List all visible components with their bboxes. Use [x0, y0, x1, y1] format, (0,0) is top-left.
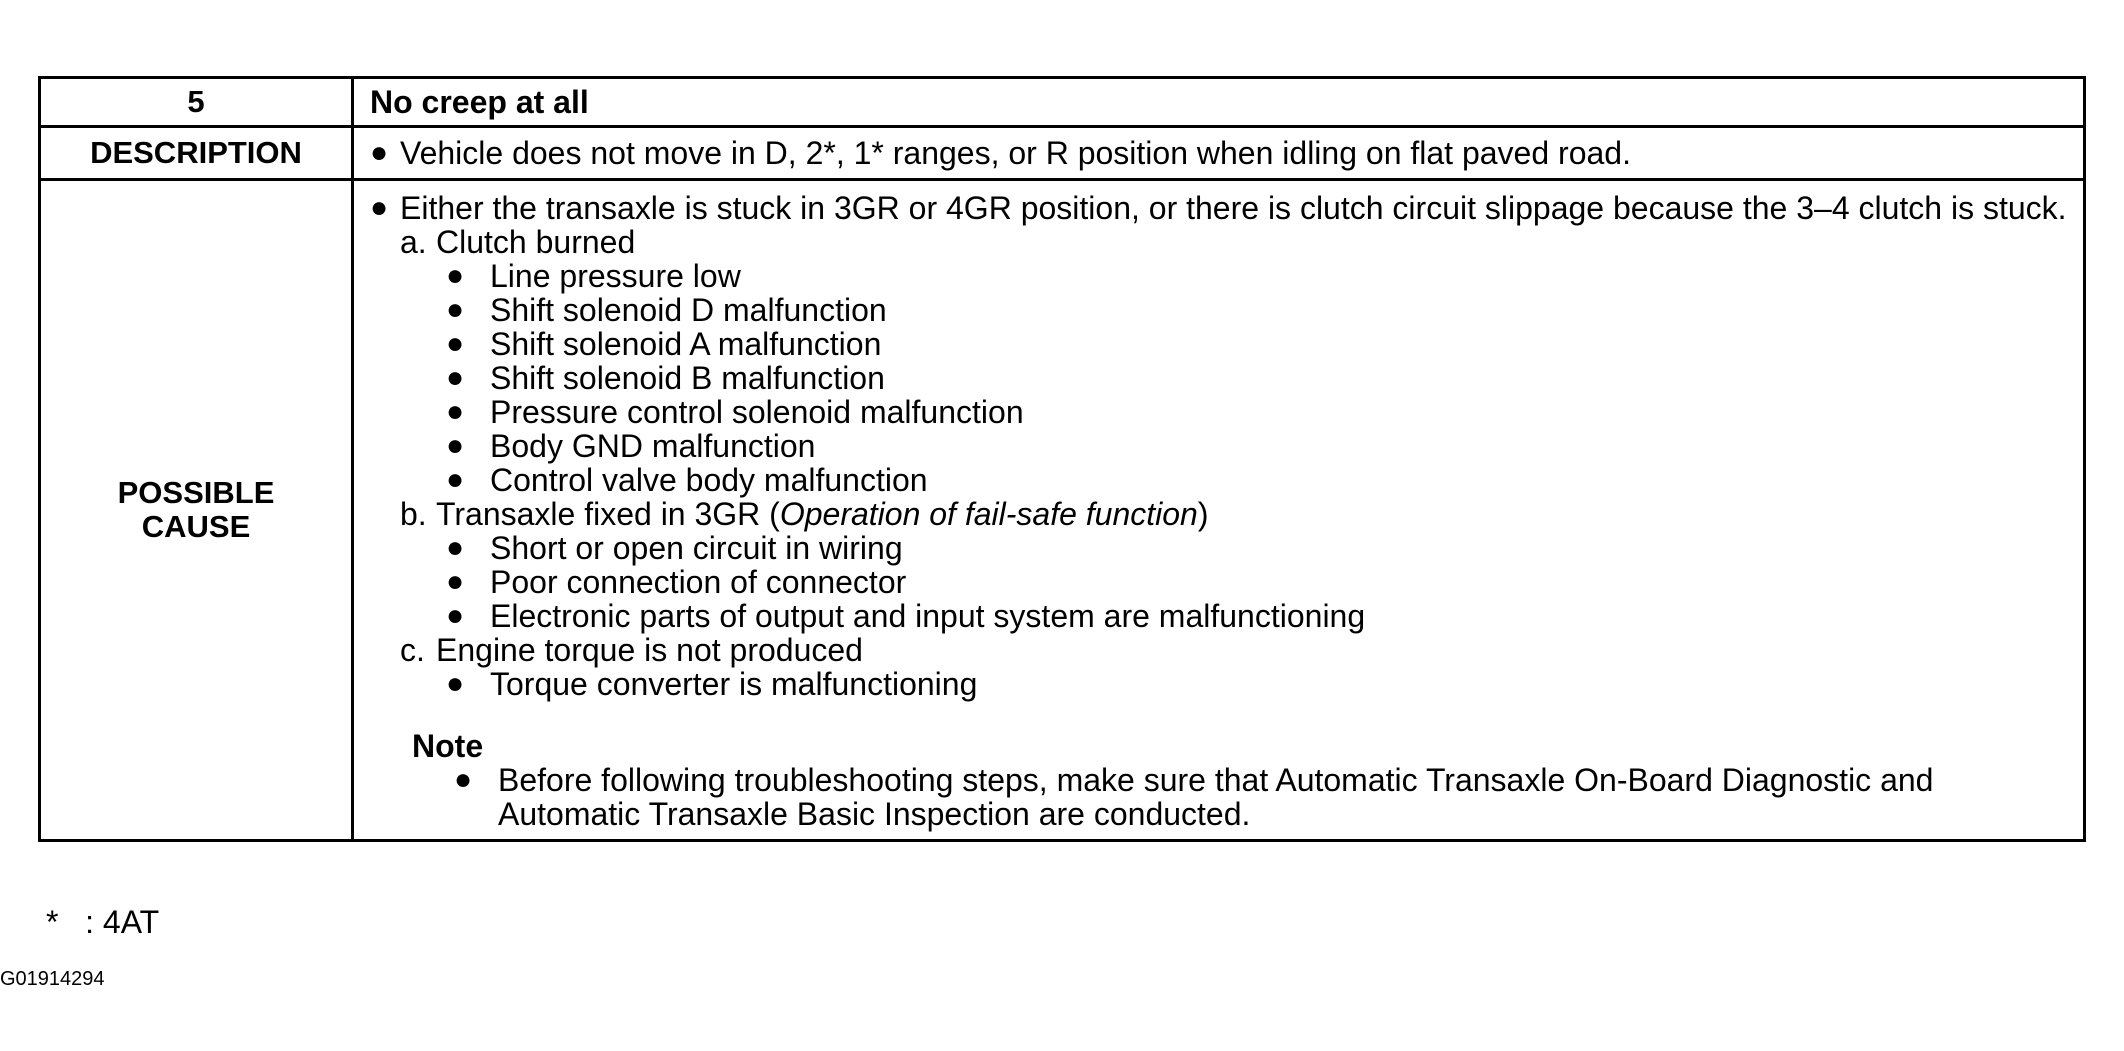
- cause-items: [446, 259, 2073, 497]
- list-item: ● Pressure control solenoid malfunction: [446, 394, 1024, 430]
- list-item: ● Torque converter is malfunctioning: [446, 666, 978, 702]
- possible-cause-cell: [353, 180, 2085, 841]
- list-item: ● Shift solenoid B malfunction: [446, 360, 885, 396]
- bullet-icon: ●: [446, 565, 465, 598]
- list-item: ● Poor connection of connector: [446, 564, 907, 600]
- list-item: ● Control valve body malfunction: [446, 462, 928, 498]
- bullet-icon: ●: [446, 531, 465, 564]
- cause-title: Clutch burned: [436, 224, 636, 260]
- step-title: No creep at all: [353, 78, 2085, 127]
- possible-cause-label-line2: CAUSE: [141, 509, 251, 544]
- note-title: Note: [412, 728, 484, 764]
- cause-intro-text: Either the transaxle is stuck in 3GR or 4GR position, or there is clutch circuit slippage because the 3–4 clutch is stuck.: [400, 190, 2067, 226]
- cause-letter: c.: [400, 632, 425, 668]
- bullet-icon: ●: [446, 599, 465, 632]
- list-item: ● Short or open circuit in wiring: [446, 530, 903, 566]
- note-text: Before following troubleshooting steps, make sure that Automatic Transaxle On-Board Diagnostic and Automatic Transaxle Basic Inspection are conducted.: [498, 762, 1934, 832]
- note-block: [412, 729, 2073, 831]
- bullet-icon: ●: [454, 763, 473, 796]
- step-number: 5: [40, 78, 353, 127]
- cause-title: Transaxle fixed in 3GR (Operation of fail-safe function): [436, 496, 1209, 532]
- bullet-icon: ●: [446, 463, 465, 496]
- cause-group-b: [400, 497, 2073, 633]
- description-text: Vehicle does not move in D, 2*, 1* ranges, or R position when idling on flat paved road.: [400, 135, 1631, 171]
- description-cell: [353, 127, 2085, 180]
- description-label: DESCRIPTION: [40, 127, 353, 180]
- cause-items: [446, 667, 2073, 701]
- description-item: [370, 136, 2073, 170]
- possible-cause-row: [40, 180, 2085, 841]
- troubleshooting-table: [38, 76, 2086, 842]
- troubleshooting-document: [38, 76, 2086, 842]
- possible-cause-label: [40, 180, 353, 841]
- footnote: * : 4AT: [46, 904, 160, 940]
- cause-group-heading: [400, 633, 2073, 667]
- list-item: ● Shift solenoid D malfunction: [446, 292, 887, 328]
- bullet-icon: ●: [446, 429, 465, 462]
- cause-group-heading: [400, 225, 2073, 259]
- bullet-icon: ●: [370, 136, 389, 169]
- list-item: ● Shift solenoid A malfunction: [446, 326, 882, 362]
- bullet-icon: ●: [446, 293, 465, 326]
- cause-group-heading: [400, 497, 2073, 531]
- cause-letter: a.: [400, 224, 427, 260]
- cause-group-a: [400, 225, 2073, 497]
- cause-title: Engine torque is not produced: [436, 632, 863, 668]
- description-row: [40, 127, 2085, 180]
- list-item: ● Line pressure low: [446, 258, 741, 294]
- cause-letter: b.: [400, 496, 427, 532]
- possible-cause-label-line1: POSSIBLE: [117, 475, 275, 510]
- figure-id: G01914294: [0, 968, 105, 990]
- list-item: ● Electronic parts of output and input system are malfunctioning: [446, 598, 1366, 634]
- bullet-icon: ●: [446, 327, 465, 360]
- table-header-row: [40, 78, 2085, 127]
- bullet-icon: ●: [446, 395, 465, 428]
- bullet-icon: ●: [370, 191, 389, 224]
- note-item: [454, 763, 2073, 831]
- list-item: ● Body GND malfunction: [446, 428, 816, 464]
- cause-title-italic: Operation of fail-safe function: [779, 496, 1198, 532]
- bullet-icon: ●: [446, 259, 465, 292]
- bullet-icon: ●: [446, 667, 465, 700]
- cause-intro-item: [370, 191, 2073, 225]
- bullet-icon: ●: [446, 361, 465, 394]
- cause-group-c: [400, 633, 2073, 701]
- cause-items: [446, 531, 2073, 633]
